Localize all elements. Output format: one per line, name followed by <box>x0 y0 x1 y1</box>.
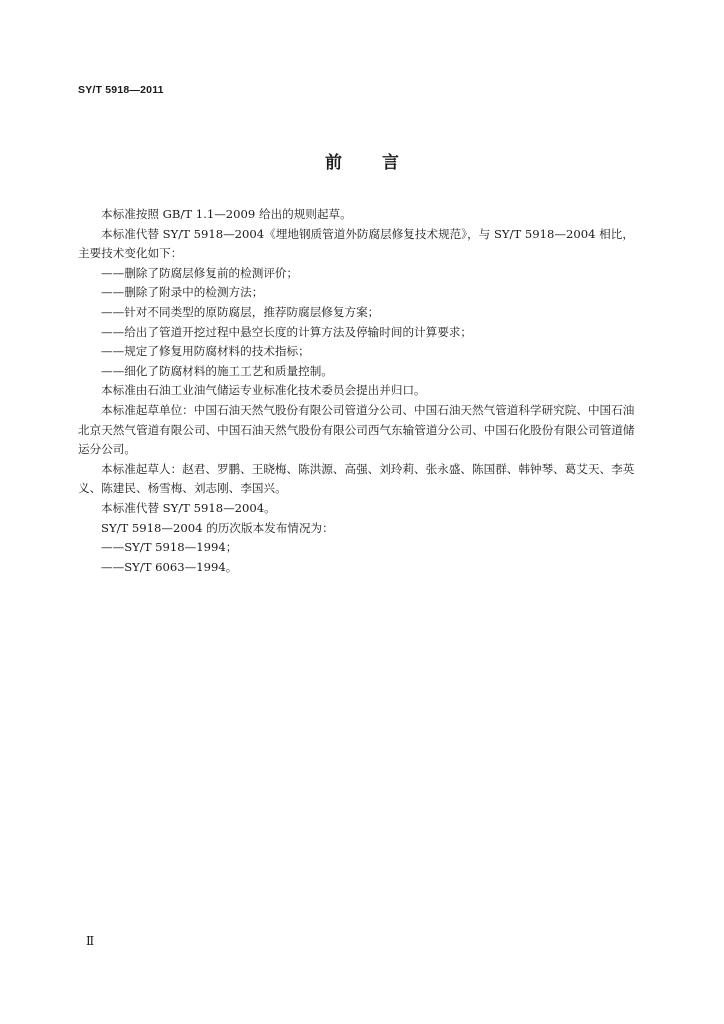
paragraph-proposer: 本标准由石油工业油气储运专业标准化技术委员会提出并归口。 <box>101 383 426 398</box>
list-item: ——删除了防腐层修复前的检测评价； <box>101 265 299 280</box>
page-number: Ⅱ <box>86 934 95 948</box>
paragraph-drafting-units: 本标准起草单位：中国石油天然气股份有限公司管道分公司、中国石油天然气管道科学研究院、中国石油北京天然气管道有限公司、中国石油天然气股份有限公司西气东输管道分公司、中国石化股份有限公司管道储运分公司。 <box>78 402 635 457</box>
list-item: ——针对不同类型的原防腐层，推荐防腐层修复方案； <box>101 304 380 319</box>
list-item: ——规定了修复用防腐材料的技术指标； <box>101 344 310 359</box>
page-title: 前言 <box>325 153 439 173</box>
paragraph-supersedes: 本标准代替 SY/T 5918—2004。 <box>101 500 276 515</box>
foreword-body <box>78 205 638 577</box>
paragraph-history: SY/T 5918—2004 的历次版本发布情况为： <box>101 520 334 535</box>
list-item: ——细化了防腐材料的施工工艺和质量控制。 <box>101 363 333 378</box>
paragraph-drafting-rules: 本标准按照 GB/T 1.1—2009 给出的规则起草。 <box>101 207 352 221</box>
list-item: ——SY/T 5918—1994； <box>101 540 238 555</box>
paragraph-replaces: 本标准代替 SY/T 5918—2004《埋地钢质管道外防腐层修复技术规范》，与 SY/T 5918—2004 相比，主要技术变化如下： <box>78 226 634 261</box>
paragraph-drafters: 本标准起草人：赵君、罗鹏、王晓梅、陈洪源、高强、刘玲莉、张永盛、陈国群、韩钟琴、葛艾天、李英义、陈建民、杨雪梅、刘志刚、李国兴。 <box>78 461 635 496</box>
list-item: ——给出了管道开挖过程中悬空长度的计算方法及停输时间的计算要求； <box>101 324 473 339</box>
list-item: ——SY/T 6063—1994。 <box>101 559 238 574</box>
standard-code: SY/T 5918—2011 <box>78 84 164 96</box>
list-item: ——删除了附录中的检测方法； <box>101 285 264 300</box>
